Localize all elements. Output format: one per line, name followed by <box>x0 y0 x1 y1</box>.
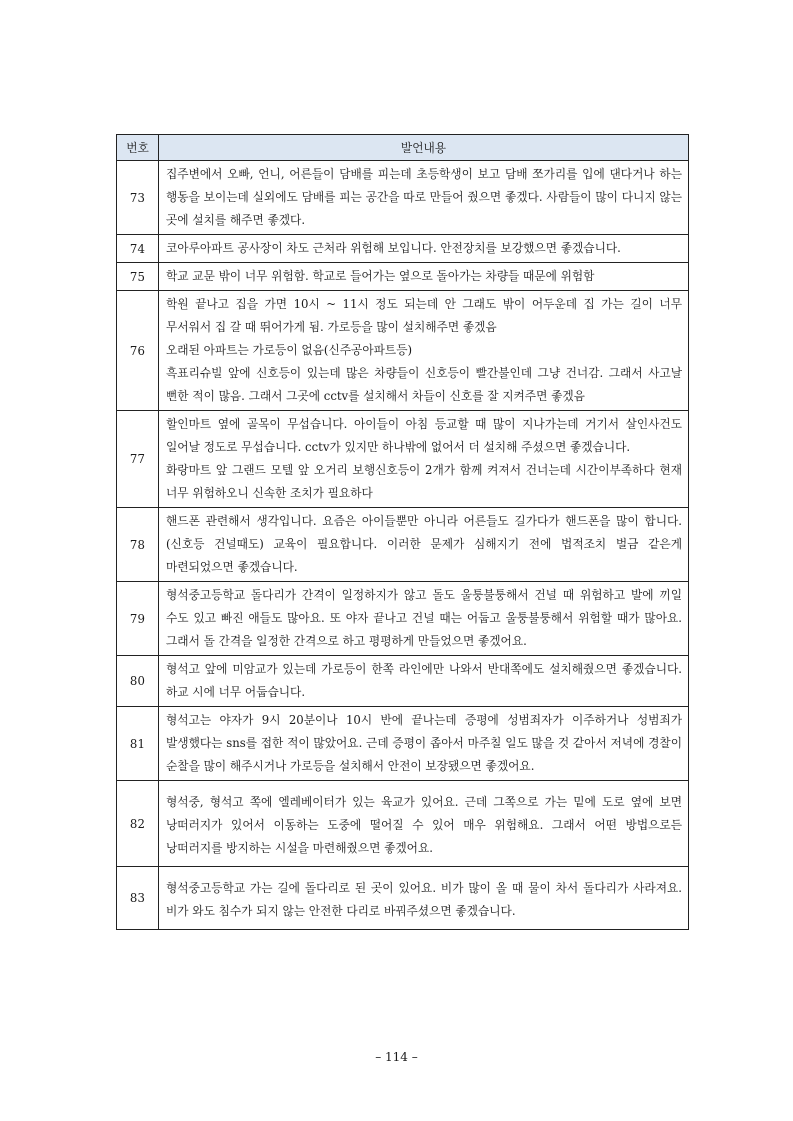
table-row <box>117 656 689 707</box>
row-number: 74 <box>117 235 159 263</box>
table-row <box>117 235 689 263</box>
table-row <box>117 411 689 508</box>
row-content <box>159 867 689 930</box>
statement-text: 형석고 앞에 미암교가 있는데 가로등이 한쪽 라인에만 나와서 반대쪽에도 설치해줬으면 좋겠습니다. 하교 시에 너무 어둡습니다. <box>166 662 682 699</box>
statement-text: 코아루아파트 공사장이 차도 근처라 위험해 보입니다. 안전장치를 보강했으면 좋겠습니다. <box>166 241 621 255</box>
row-content <box>159 235 689 263</box>
row-content <box>159 411 689 508</box>
row-content <box>159 291 689 411</box>
statement-text: 집주변에서 오빠, 언니, 어른들이 담배를 피는데 초등학생이 보고 담배 쪼가리를 입에 댄다거나 하는 행동을 보이는데 실외에도 담배를 피는 공간을 따로 만들어 줬으면 좋겠다. 사람들이 많이 다니지 않는 곳에 설치를 해주면 좋겠다. <box>166 167 682 227</box>
table-row <box>117 291 689 411</box>
statement-text: 학원 끝나고 집을 가면 10시 ~ 11시 정도 되는데 안 그래도 밖이 어두운데 집 가는 길이 너무 무서워서 집 갈 때 뛰어가게 됨. 가로등을 많이 설치해주면 좋겠음 <box>166 297 682 334</box>
statement-text: 핸드폰 관련해서 생각입니다. 요즘은 아이들뿐만 아니라 어른들도 길가다가 핸드폰을 많이 합니다.(신호등 건널때도) 교육이 필요합니다. 이러한 문제가 심해지기 전에 법적조치 벌금 같은게 마련되었으면 좋겠습니다. <box>166 514 682 574</box>
statement-text: 오래된 아파트는 가로등이 없음(신주공아파트등) <box>166 343 413 357</box>
row-content <box>159 161 689 235</box>
statement-text: 할인마트 옆에 골목이 무섭습니다. 아이들이 아침 등교할 때 많이 지나가는데 거기서 살인사건도 일어날 정도로 무섭습니다. cctv가 있지만 하나밖에 없어서 더 설치해 주셨으면 좋겠습니다. <box>166 417 682 454</box>
statement-text: 화랑마트 앞 그랜드 모텔 앞 오거리 보행신호등이 2개가 함께 켜져서 건너는데 시간이부족하다 현재 너무 위험하오니 신속한 조치가 필요하다 <box>166 463 682 500</box>
statement-text: 형석중고등학교 돌다리가 간격이 일정하지가 않고 돌도 울퉁불퉁해서 건널 때 위험하고 발에 끼일 수도 있고 빠진 애들도 많아요. 또 야자 끝나고 건널 때는 어둡고 울퉁불퉁해서 위험할 때가 많아요. 그래서 돌 간격을 일정한 간격으로 하고 평평하게 만들었으면 좋겠어요. <box>166 588 682 648</box>
statement-text: 형석중고등학교 가는 길에 돌다리로 된 곳이 있어요. 비가 많이 올 때 물이 차서 돌다리가 사라져요. 비가 와도 침수가 되지 않는 안전한 다리로 바꿔주셨으면 좋겠습니다. <box>166 881 682 918</box>
row-number: 73 <box>117 161 159 235</box>
table-row <box>117 582 689 656</box>
row-content <box>159 656 689 707</box>
row-content <box>159 263 689 291</box>
table-row <box>117 707 689 781</box>
row-content <box>159 781 689 867</box>
row-content <box>159 707 689 781</box>
statement-text: 형석고는 야자가 9시 20분이나 10시 반에 끝나는데 증평에 성범죄자가 이주하거나 성범죄가 발생했다는 sns를 접한 적이 많았어요. 근데 증평이 좁아서 마주칠 일도 많을 것 같아서 저녁에 경찰이 순찰을 많이 해주시거나 가로등을 설치해서 안전이 보장됐으면 좋겠어요. <box>166 713 682 773</box>
row-content <box>159 582 689 656</box>
row-number: 82 <box>117 781 159 867</box>
row-number: 75 <box>117 263 159 291</box>
row-number: 77 <box>117 411 159 508</box>
page-number: – 114 – <box>375 1050 418 1064</box>
row-number: 83 <box>117 867 159 930</box>
table-header-row <box>117 135 689 161</box>
statement-text: 흑표리슈빌 앞에 신호등이 있는데 많은 차량들이 신호등이 빨간불인데 그냥 건너감. 그래서 사고날 뻔한 적이 많음. 그래서 그곳에 cctv를 설치해서 차들이 신호를 잘 지켜주면 좋겠음 <box>166 366 682 403</box>
row-content <box>159 508 689 582</box>
row-number: 80 <box>117 656 159 707</box>
table-row <box>117 781 689 867</box>
row-number: 79 <box>117 582 159 656</box>
table-row <box>117 161 689 235</box>
statement-table <box>116 134 689 930</box>
header-content: 발언내용 <box>159 135 689 161</box>
row-number: 78 <box>117 508 159 582</box>
table-row <box>117 263 689 291</box>
statement-text: 학교 교문 밖이 너무 위험함. 학교로 들어가는 옆으로 돌아가는 차량들 때문에 위험함 <box>166 269 595 283</box>
table-header <box>117 135 689 161</box>
row-number: 81 <box>117 707 159 781</box>
header-number: 번호 <box>117 135 159 161</box>
row-number: 76 <box>117 291 159 411</box>
statement-text: 형석중, 형석고 쪽에 엘레베이터가 있는 육교가 있어요. 근데 그쪽으로 가는 밑에 도로 옆에 보면 낭떠러지가 있어서 이동하는 도중에 떨어질 수 있어 매우 위험해요. 그래서 어떤 방법으로든 낭떠러지를 방지하는 시설을 마련해줬으면 좋겠어요. <box>166 795 682 855</box>
table-row <box>117 508 689 582</box>
table-row <box>117 867 689 930</box>
